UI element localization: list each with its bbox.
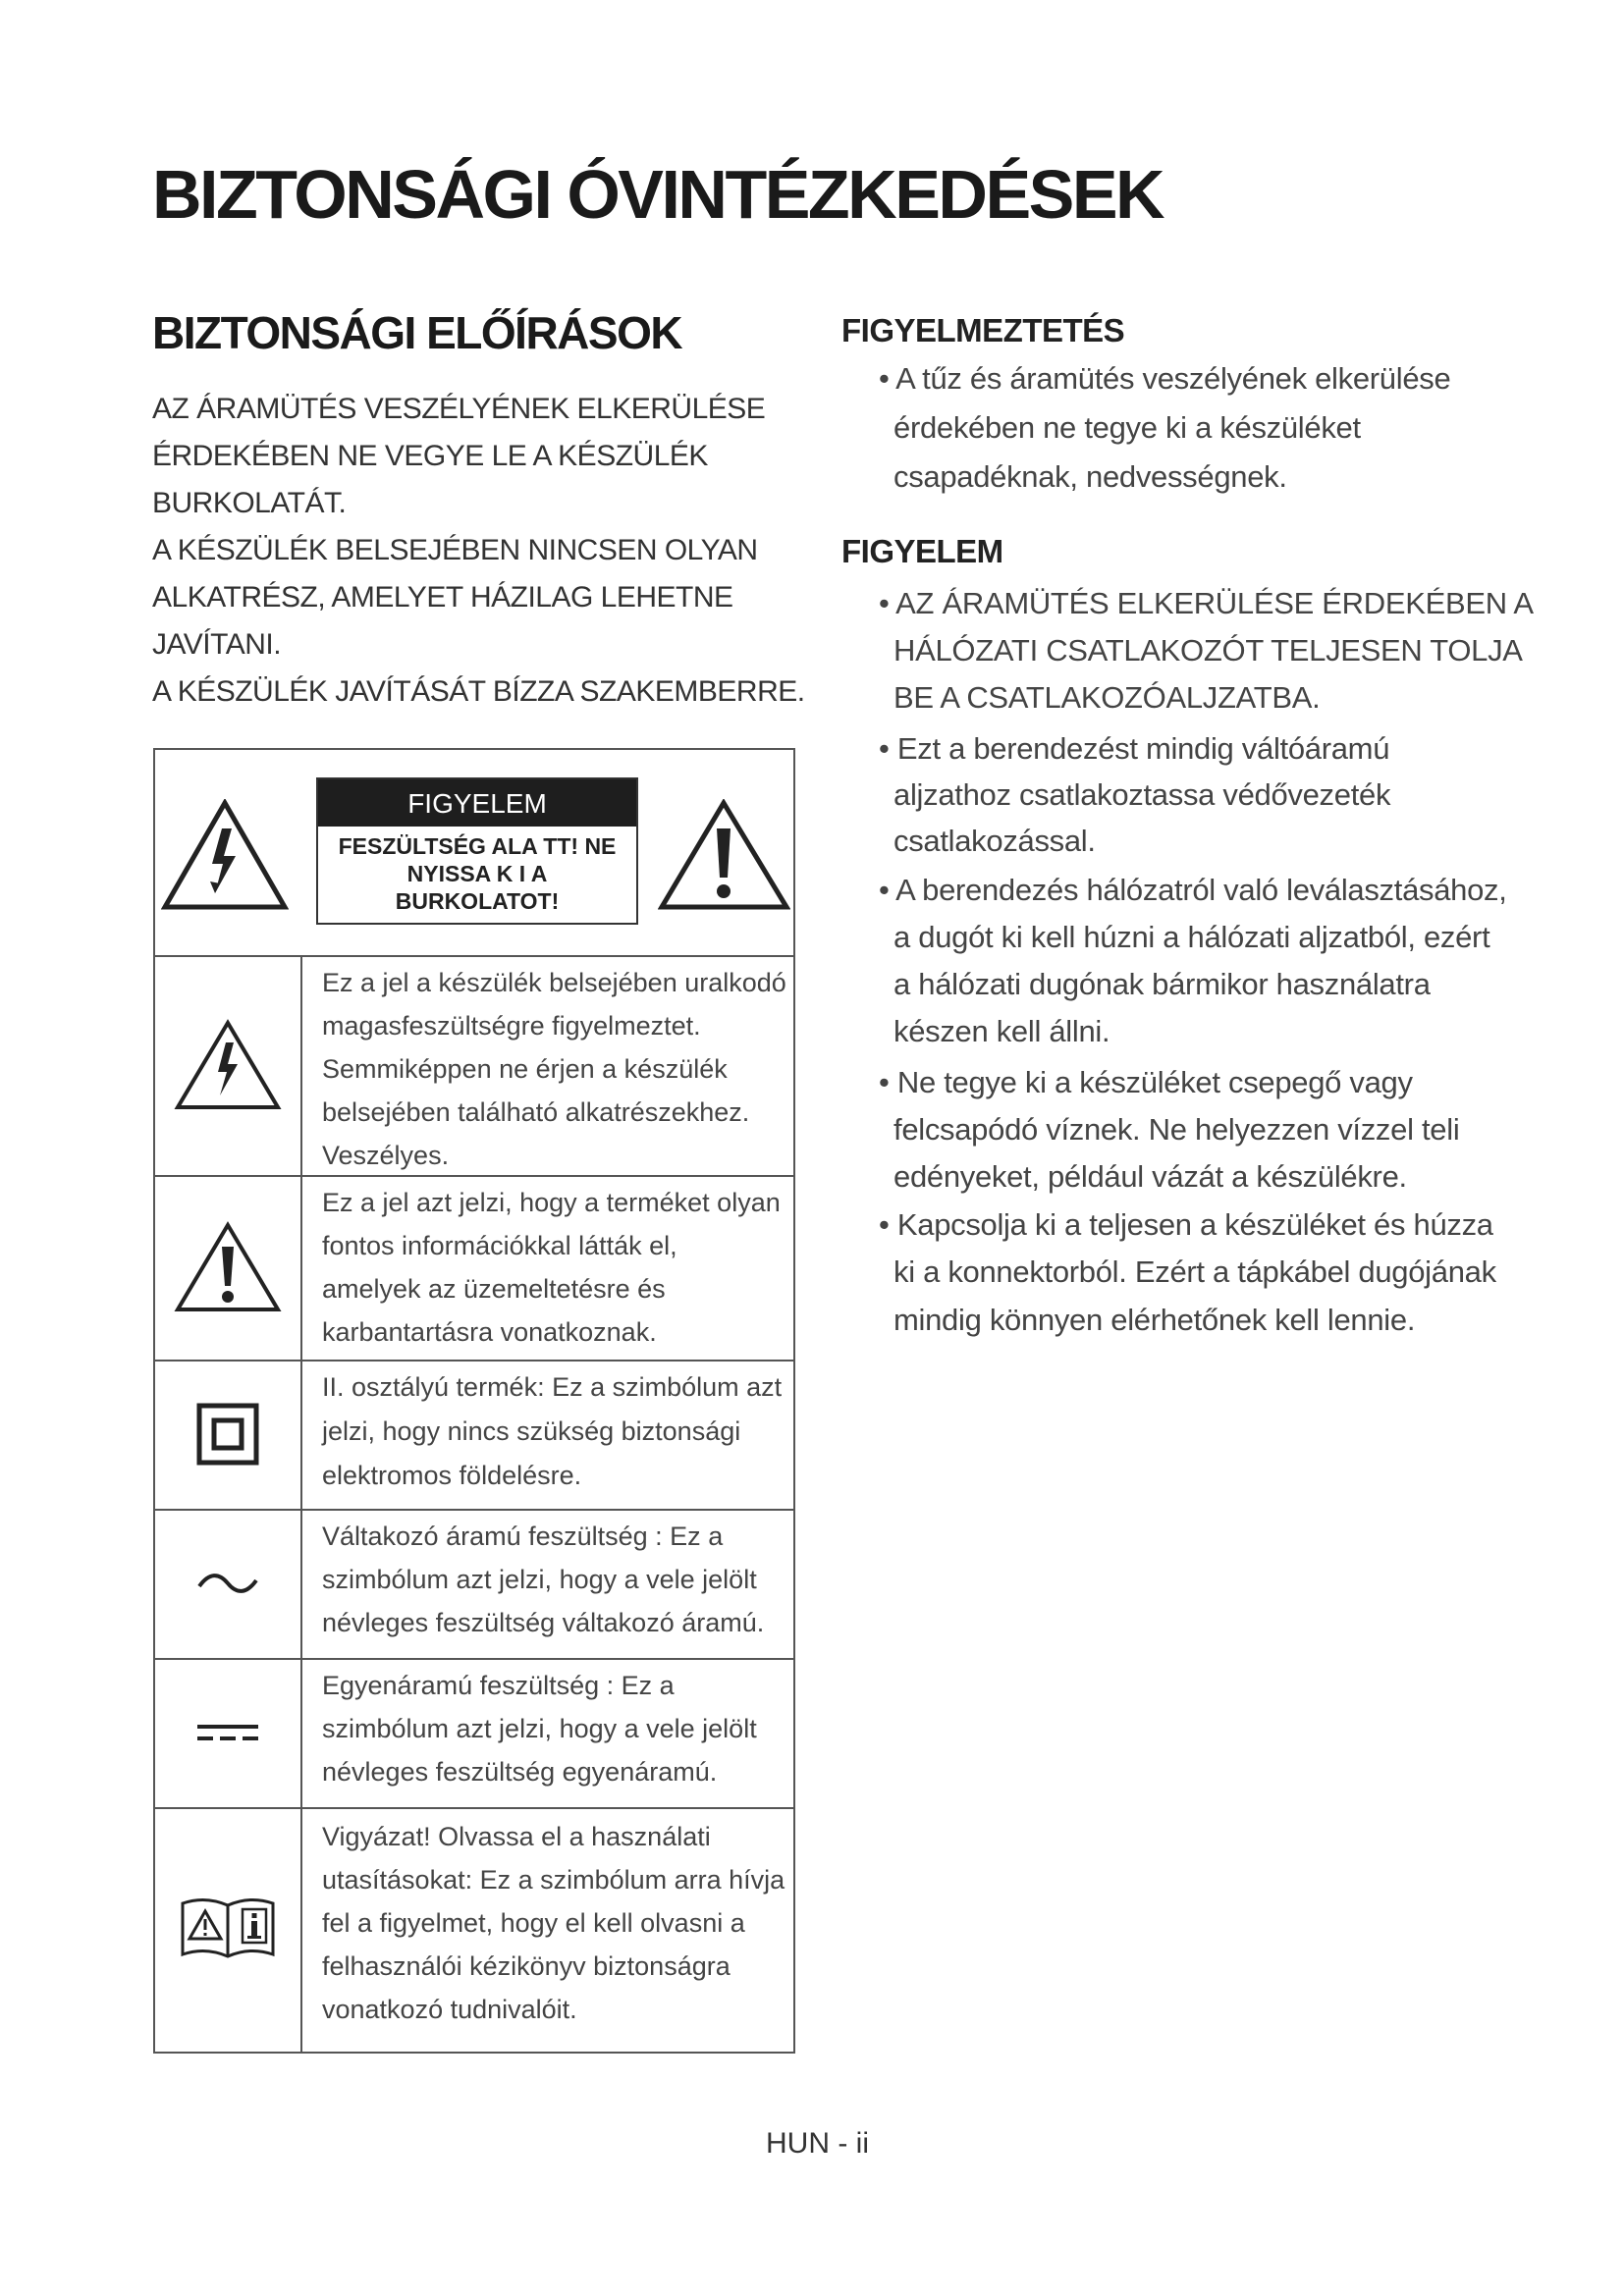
- bullet-text: A tűz és áramütés veszélyének elkerülése: [895, 361, 1451, 396]
- intro-line: BURKOLATÁT.: [152, 487, 347, 519]
- bullet-line: BE A CSATLAKOZÓALJZATBA.: [893, 680, 1321, 715]
- description-line: szimbólum azt jelzi, hogy a vele jelölt: [322, 1714, 757, 1743]
- page-number: HUN - ii: [766, 2127, 869, 2160]
- bullet-line: csapadéknak, nedvességnek.: [893, 459, 1287, 494]
- description-line: belsejében található alkatrészekhez.: [322, 1097, 750, 1127]
- table-row: [155, 1509, 793, 1660]
- table-row: [155, 1807, 793, 2052]
- section-title: BIZTONSÁGI ELŐÍRÁSOK: [152, 307, 682, 358]
- table-row: [155, 1175, 793, 1362]
- description-line: fontos információkkal látták el,: [322, 1231, 677, 1260]
- symbol-description: [322, 1515, 764, 1644]
- bullet-line: készen kell állni.: [893, 1014, 1110, 1048]
- safety-symbol-table: [153, 748, 795, 2054]
- page-title: BIZTONSÁGI ÓVINTÉZKEDÉSEK: [152, 156, 1164, 233]
- class-ii-double-square-icon: [195, 1402, 260, 1467]
- description-line: Ez a jel a készülék belsejében uralkodó: [322, 968, 786, 997]
- description-line: névleges feszültség egyenáramú.: [322, 1757, 718, 1787]
- bullet-text: Ezt a berendezést mindig váltóáramú: [896, 731, 1390, 766]
- warning-label-header: FIGYELEM: [318, 779, 636, 827]
- symbol-description: [322, 1815, 785, 2031]
- table-row: [155, 1360, 793, 1511]
- bullet-line: • A berendezés hálózatról való leválasztásához,: [879, 873, 1507, 907]
- exclamation-triangle-icon: [174, 1221, 282, 1314]
- symbol-description: [322, 1664, 757, 1793]
- description-line: Veszélyes.: [322, 1141, 450, 1170]
- read-manual-icon: [179, 1896, 277, 1964]
- warning-label-line: FESZÜLTSÉG ALA TT! NE: [338, 833, 617, 859]
- bullet-line: • Kapcsolja ki a teljesen a készüléket és húzza: [879, 1207, 1493, 1242]
- bullet-text: AZ ÁRAMÜTÉS ELKERÜLÉSE ÉRDEKÉBEN A: [895, 586, 1534, 620]
- table-row: [155, 955, 793, 1177]
- bullet-line: edényeket, például vázát a készülékre.: [893, 1159, 1407, 1194]
- warning-header-row: [155, 750, 793, 957]
- bullet-line: • Ne tegye ki a készüléket csepegő vagy: [879, 1065, 1413, 1099]
- lightning-triangle-icon: [174, 1019, 282, 1112]
- symbol-description: [322, 1365, 782, 1498]
- symbol-description: [322, 961, 786, 1177]
- intro-line: AZ ÁRAMÜTÉS VESZÉLYÉNEK ELKERÜLÉSE: [152, 393, 766, 425]
- exclamation-triangle-icon: [658, 799, 790, 912]
- intro-text: [152, 386, 805, 716]
- warning-label-text: [318, 827, 636, 915]
- bullet-line: aljzathoz csatlakoztassa védővezeték: [893, 777, 1391, 812]
- bullet-line: mindig könnyen elérhetőnek kell lennie.: [893, 1303, 1416, 1337]
- description-line: II. osztályú termék: Ez a szimbólum azt: [322, 1372, 783, 1402]
- description-line: szimbólum azt jelzi, hogy a vele jelölt: [322, 1565, 757, 1594]
- table-row: [155, 1658, 793, 1809]
- bullet-line: csatlakozással.: [893, 824, 1096, 858]
- warning-label-line: NYISSA K I A: [406, 861, 548, 886]
- bullet-text: Ne tegye ki a készüléket csepegő vagy: [896, 1065, 1413, 1099]
- intro-line: JAVÍTANI.: [152, 628, 282, 661]
- description-line: Vigyázat! Olvassa el a használati: [322, 1822, 711, 1851]
- description-line: karbantartásra vonatkoznak.: [322, 1317, 657, 1347]
- intro-line: A KÉSZÜLÉK BELSEJÉBEN NINCSEN OLYAN: [152, 534, 758, 566]
- symbol-description: [322, 1181, 781, 1354]
- warning-label-box: [316, 777, 638, 925]
- bullet-text: A berendezés hálózatról való leválasztásához,: [895, 873, 1507, 907]
- description-line: Semmiképpen ne érjen a készülék: [322, 1054, 728, 1084]
- bullet-line: • A tűz és áramütés veszélyének elkerülése: [879, 361, 1451, 396]
- bullet-line: HÁLÓZATI CSATLAKOZÓT TELJESEN TOLJA: [893, 633, 1523, 667]
- description-line: felhasználói kézikönyv biztonságra: [322, 1951, 731, 1981]
- figyelem-heading: FIGYELEM: [841, 533, 1003, 569]
- warning-label-line: BURKOLATOT!: [395, 888, 560, 914]
- description-line: Ez a jel azt jelzi, hogy a terméket olyan: [322, 1188, 781, 1217]
- description-line: magasfeszültségre figyelmeztet.: [322, 1011, 701, 1041]
- bullet-line: felcsapódó víznek. Ne helyezzen vízzel teli: [893, 1112, 1460, 1147]
- description-line: jelzi, hogy nincs szükség biztonsági: [322, 1416, 741, 1446]
- intro-line: A KÉSZÜLÉK JAVÍTÁSÁT BÍZZA SZAKEMBERRE.: [152, 675, 805, 708]
- intro-line: ÉRDEKÉBEN NE VEGYE LE A KÉSZÜLÉK: [152, 440, 708, 472]
- description-line: névleges feszültség váltakozó áramú.: [322, 1608, 765, 1637]
- figyelmeztetes-heading: FIGYELMEZTETÉS: [841, 312, 1125, 348]
- description-line: amelyek az üzemeltetésre és: [322, 1274, 666, 1304]
- ac-wave-icon: [195, 1569, 260, 1598]
- bullet-line: a dugót ki kell húzni a hálózati aljzatból, ezért: [893, 920, 1490, 954]
- dc-voltage-icon: [195, 1721, 260, 1744]
- description-line: Egyenáramú feszültség : Ez a: [322, 1671, 675, 1700]
- description-line: utasításokat: Ez a szimbólum arra hívja: [322, 1865, 785, 1895]
- description-line: Váltakozó áramú feszültség : Ez a: [322, 1522, 724, 1551]
- bullet-line: • Ezt a berendezést mindig váltóáramú: [879, 731, 1390, 766]
- bullet-line: a hálózati dugónak bármikor használatra: [893, 967, 1431, 1001]
- description-line: vonatkozó tudnivalóit.: [322, 1995, 577, 2024]
- bullet-line: ki a konnektorból. Ezért a tápkábel dugójának: [893, 1255, 1496, 1289]
- bullet-text: Kapcsolja ki a teljesen a készüléket és húzza: [896, 1207, 1493, 1242]
- bullet-line: • AZ ÁRAMÜTÉS ELKERÜLÉSE ÉRDEKÉBEN A: [879, 586, 1534, 620]
- intro-line: ALKATRÉSZ, AMELYET HÁZILAG LEHETNE: [152, 581, 733, 614]
- lightning-triangle-icon: [161, 799, 289, 912]
- description-line: elektromos földelésre.: [322, 1461, 582, 1490]
- bullet-line: érdekében ne tegye ki a készüléket: [893, 410, 1361, 445]
- description-line: fel a figyelmet, hogy el kell olvasni a: [322, 1908, 745, 1938]
